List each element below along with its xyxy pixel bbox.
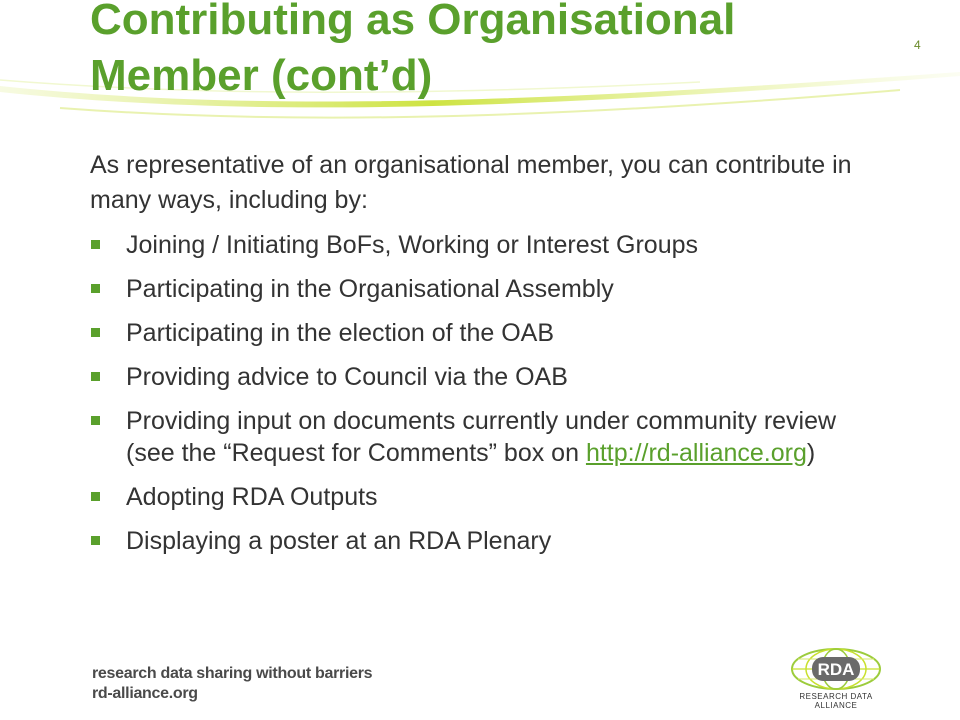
- square-bullet-icon: [91, 492, 100, 501]
- intro-text: As representative of an organisational member, you can contribute in many ways, including by:: [90, 151, 852, 214]
- square-bullet-icon: [91, 416, 100, 425]
- bullet-item-rfc: [90, 405, 880, 469]
- bullet-text: Joining / Initiating BoFs, Working or Interest Groups: [126, 231, 699, 259]
- rd-alliance-link[interactable]: http://rd-alliance.org: [585, 439, 807, 467]
- slide-number: 4: [914, 38, 921, 52]
- bullet-item: [90, 525, 880, 557]
- footer-tagline: research data sharing without barriers: [92, 665, 373, 682]
- square-bullet-icon: [91, 536, 100, 545]
- bullet-text: Providing input on documents currently under community review (see the “Request for Comments” box on: [126, 407, 837, 467]
- slide-body: [90, 148, 880, 569]
- bullet-item: [90, 317, 880, 349]
- slide-title: [90, 0, 850, 104]
- bullet-item: [90, 481, 880, 513]
- square-bullet-icon: [91, 240, 100, 249]
- square-bullet-icon: [91, 372, 100, 381]
- square-bullet-icon: [91, 328, 100, 337]
- bullet-text: Displaying a poster at an RDA Plenary: [126, 527, 552, 555]
- bullet-text: Participating in the Organisational Assembly: [126, 275, 614, 303]
- rda-logo-caption: RESEARCH DATA ALLIANCE: [799, 692, 873, 710]
- bullet-text: Adopting RDA Outputs: [126, 483, 378, 511]
- bullet-list: [90, 229, 880, 557]
- slide-title-line-2: Member (cont’d): [90, 51, 433, 100]
- slide-title-line-1: Contributing as Organisational: [90, 0, 736, 44]
- bullet-item: [90, 361, 880, 393]
- rda-logo-text: RDA: [817, 660, 855, 679]
- square-bullet-icon: [91, 284, 100, 293]
- bullet-text: Providing advice to Council via the OAB: [126, 363, 568, 391]
- footer-url: rd-alliance.org: [92, 685, 198, 702]
- bullet-text-close: ): [806, 439, 816, 467]
- bullet-item: [90, 229, 880, 261]
- bullet-item: [90, 273, 880, 305]
- bullet-text: Participating in the election of the OAB: [126, 319, 555, 347]
